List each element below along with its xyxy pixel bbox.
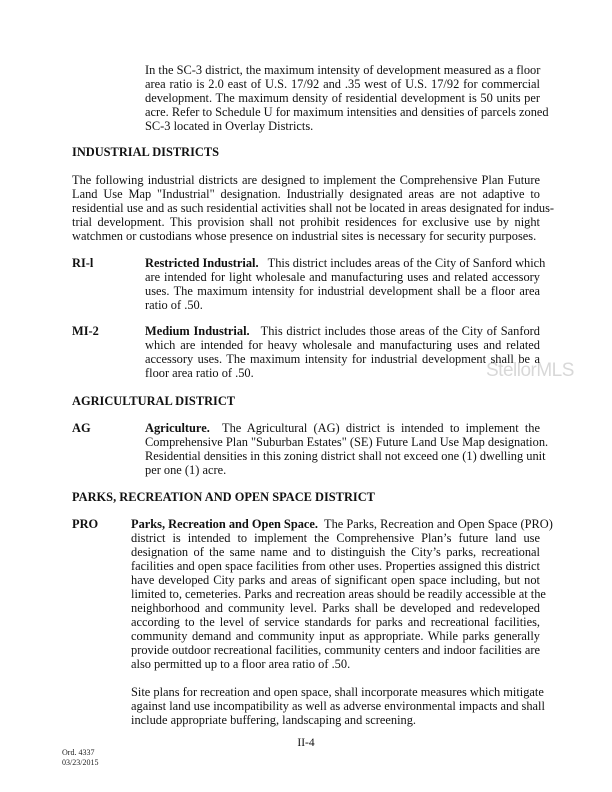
text-line: watchmen or custodians whose presence on industrial sites is necessary for security purposes. <box>72 229 537 243</box>
text-line <box>145 421 540 435</box>
text-line: neighborhood and community level. Parks shall be developed and redeveloped <box>131 601 540 615</box>
industrial-heading: INDUSTRIAL DISTRICTS <box>72 145 220 159</box>
district-code-pro: PRO <box>72 517 99 531</box>
text-line: Site plans for recreation and open space, shall incorporate measures which mitigate <box>131 685 544 699</box>
district-code-mi2: MI-2 <box>72 324 99 338</box>
ordinance-number: Ord. 4337 <box>62 748 95 757</box>
text-line: SC-3 located in Overlay Districts. <box>145 119 314 133</box>
watermark: StellorMLS <box>486 360 574 381</box>
page-number: II-4 <box>297 737 315 749</box>
district-mi2 <box>145 324 540 380</box>
text-line: acre. Refer to Schedule U for maximum intensities and densities of parcels zoned <box>145 105 549 119</box>
text-span: The Parks, Recreation and Open Space (PRO) <box>324 517 553 531</box>
site-plans-paragraph <box>131 685 545 727</box>
footer-ordinance <box>62 748 98 768</box>
district-code-ag: AG <box>72 421 91 435</box>
agricultural-heading: AGRICULTURAL DISTRICT <box>72 394 236 408</box>
text-line: are intended for light wholesale and manufacturing uses and related accessory <box>145 270 540 284</box>
parks-heading: PARKS, RECREATION AND OPEN SPACE DISTRICT <box>72 490 375 504</box>
text-line: In the SC-3 district, the maximum intensity of development measured as a floor <box>145 63 541 77</box>
district-title: Agriculture. <box>145 421 210 435</box>
district-ag <box>145 421 549 477</box>
text-line: include appropriate buffering, landscaping and screening. <box>131 713 416 727</box>
text-line: Land Use Map "Industrial" designation. Industrially designated areas are not adaptive to <box>72 187 540 201</box>
text-line: Residential densities in this zoning district shall not exceed one (1) dwelling unit <box>145 449 546 463</box>
text-line: according to the level of service standards for parks and recreational facilities, <box>131 615 540 629</box>
text-span: The Agricultural (AG) district is intended to implement the <box>222 421 540 435</box>
text-line: provide outdoor recreational facilities, community centers and indoor facilities are <box>131 643 540 657</box>
text-line <box>145 324 540 338</box>
text-line: district is intended to implement the Comprehensive Plan’s future land use <box>131 531 540 545</box>
district-code-ri1: RI-l <box>72 256 94 270</box>
industrial-paragraph <box>72 173 555 243</box>
text-line: against land use incompatibility as well as adverse environmental impacts and shall <box>131 699 545 713</box>
district-pro <box>131 517 553 671</box>
text-line: also permitted up to a floor area ratio of .50. <box>131 657 351 671</box>
district-title: Medium Industrial. <box>145 324 250 338</box>
text-line: per one (1) acre. <box>145 463 227 477</box>
text-line: The following industrial districts are designed to implement the Comprehensive Plan Future <box>72 173 540 187</box>
text-span: This district includes areas of the City of Sanford which <box>267 256 546 270</box>
text-line: floor area ratio of .50. <box>145 366 254 380</box>
district-title: Restricted Industrial. <box>145 256 259 270</box>
text-span: This district includes those areas of the City of Sanford <box>260 324 540 338</box>
text-line: residential use and as such residential activities shall not be located in areas designated for indus- <box>72 201 555 215</box>
text-line: Comprehensive Plan "Suburban Estates" (SE) Future Land Use Map designation. <box>145 435 549 449</box>
text-line: area ratio is 2.0 east of U.S. 17/92 and .35 west of U.S. 17/92 for commercial <box>145 77 540 91</box>
text-line: trial development. This provision shall not prohibit residences for exclusive use by night <box>72 215 540 229</box>
ordinance-date: 03/23/2015 <box>62 758 99 767</box>
text-line <box>131 517 553 531</box>
text-line: have developed City parks and areas of significant open space including, but not <box>131 573 540 587</box>
text-line: which are intended for heavy wholesale and manufacturing uses and related <box>145 338 540 352</box>
district-ri1 <box>145 256 546 312</box>
text-line: development. The maximum density of residential development is 50 units per <box>145 91 540 105</box>
text-line: designation of the same name and to distinguish the City’s parks, recreational <box>131 545 540 559</box>
district-title: Parks, Recreation and Open Space. <box>131 517 319 531</box>
text-line: community demand and community input as appropriate. While parks generally <box>131 629 540 643</box>
text-line: uses. The maximum intensity for industrial development shall be a floor area <box>145 284 540 298</box>
intro-paragraph <box>145 63 549 133</box>
text-line: accessory uses. The maximum intensity for industrial development shall be a <box>145 352 540 366</box>
text-line: facilities and open space facilities from other uses. Properties assigned this district <box>131 559 540 573</box>
text-line <box>145 256 546 270</box>
text-line: limited to, cemeteries. Parks and recreation areas should be readily accessible at the <box>131 587 546 601</box>
text-line: ratio of .50. <box>145 298 203 312</box>
